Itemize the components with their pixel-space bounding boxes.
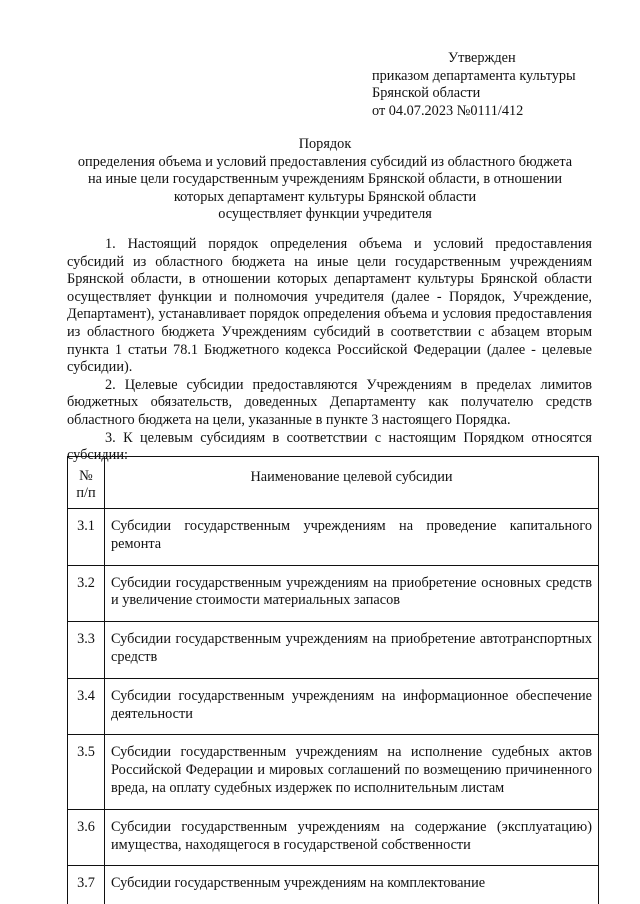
row-number: 3.2 <box>68 565 105 622</box>
approval-line: Утвержден <box>448 50 516 66</box>
table-header-row <box>68 457 599 509</box>
paragraph-2: 2. Целевые субсидии предоставляются Учреждениям в пределах лимитов бюджетных обязательств, доведенных Департаменту как получателю средств областного бюджета на цели, указанные в пункте 3 настоящего Порядка. <box>67 376 592 428</box>
row-description: Субсидии государственным учреждениям на исполнение судебных актов Российской Федерации и мировых соглашений по возмещению причиненного вреда, на оплату судебных издержек по исполнительным листам <box>105 735 599 809</box>
row-number: 3.3 <box>68 622 105 679</box>
title-heading: Порядок <box>298 136 352 152</box>
row-number: 3.1 <box>68 509 105 566</box>
title-line: которых департамент культуры Брянской области <box>173 188 477 205</box>
approval-line: Брянской области <box>372 85 481 102</box>
header-number-cell <box>68 457 105 509</box>
paragraph-1: 1. Настоящий порядок определения объема и условий предоставления субсидий из областного бюджета на иные цели государственным учреждениям Брянской области, в отношении которых департамент культуры Брянской области осуществляет функции и полномочия учредителя (далее - Порядок, Учреждение, Департамент), устанавливает порядок определения объема и условия предоставления из областного бюджета Учреждениям субсидий в соответствии с абзацем вторым пункта 1 статьи 78.1 Бюджетного кодекса Российской Федерации (далее - целевые субсидии). <box>67 236 592 376</box>
row-description: Субсидии государственным учреждениям на информационное обеспечение деятельности <box>105 678 599 735</box>
approval-line: приказом департамента культуры <box>372 67 576 84</box>
table-row <box>68 509 599 566</box>
table-row <box>68 866 599 904</box>
approval-stamp <box>372 50 612 120</box>
approval-line: от 04.07.2023 №0111/412 <box>372 102 524 119</box>
row-description: Субсидии государственным учреждениям на комплектование <box>105 866 599 904</box>
table-row <box>68 735 599 809</box>
row-number: 3.4 <box>68 678 105 735</box>
title-line: осуществляет функции учредителя <box>218 206 432 223</box>
header-number-symbol: № <box>79 468 93 484</box>
table-row <box>68 565 599 622</box>
table-row <box>68 809 599 866</box>
title-line: определения объема и условий предоставления субсидий из областного бюджета <box>77 153 573 170</box>
header-number-abbr: п/п <box>76 485 96 501</box>
table-row <box>68 678 599 735</box>
title-line: на иные цели государственным учреждениям Брянской области, в отношении <box>87 171 562 188</box>
row-number: 3.5 <box>68 735 105 809</box>
paragraph-3: 3. К целевым субсидиям в соответствии с настоящим Порядком относятся субсидии: <box>67 429 592 464</box>
row-description: Субсидии государственным учреждениям на приобретение автотранспортных средств <box>105 622 599 679</box>
document-body <box>67 236 592 465</box>
row-number: 3.7 <box>68 866 105 904</box>
row-description: Субсидии государственным учреждениям на приобретение основных средств и увеличение стоимости материальных запасов <box>105 565 599 622</box>
row-description: Субсидии государственным учреждениям на проведение капитального ремонта <box>105 509 599 566</box>
subsidies-table <box>67 456 599 904</box>
row-description: Субсидии государственным учреждениям на содержание (эксплуатацию) имущества, находящегося в государственой собственности <box>105 809 599 866</box>
table-row <box>68 622 599 679</box>
document-title <box>60 136 590 224</box>
row-number: 3.6 <box>68 809 105 866</box>
header-name-cell: Наименование целевой субсидии <box>105 457 599 509</box>
